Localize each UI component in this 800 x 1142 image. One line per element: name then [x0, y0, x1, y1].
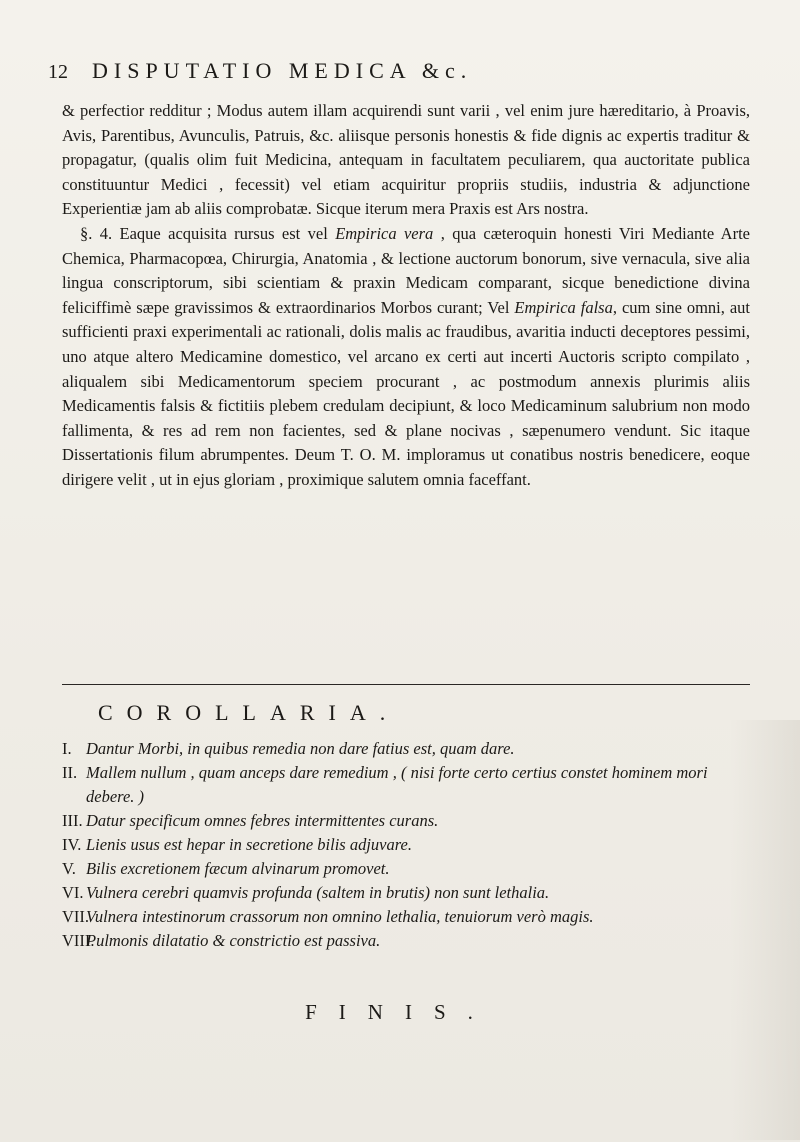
corollary-item	[62, 929, 752, 953]
corollary-item	[62, 737, 752, 761]
corollaria-list	[62, 737, 752, 953]
paragraph-section-4	[62, 222, 750, 493]
corollaria-heading: COROLLARIA.	[98, 700, 400, 725]
body-text	[62, 99, 750, 493]
empirica-falsa-term: Empirica falsa	[514, 297, 613, 317]
page-header	[48, 58, 748, 84]
corollary-number: IV.	[62, 835, 82, 854]
corollary-text: Vulnera intestinorum crassorum non omnino lethalia, tenuiorum verò magis.	[86, 907, 594, 926]
corollary-number: VIII.	[62, 931, 95, 950]
corollary-text: Vulnera cerebri quamvis profunda (saltem in brutis) non sunt lethalia.	[86, 883, 550, 902]
corollary-item	[62, 761, 752, 809]
corollary-number: III.	[62, 811, 83, 830]
paragraph-continuation: & perfectior redditur ; Modus autem illam acquirendi sunt varii , vel enim jure hæreditario, à Proavis, Avis, Parentibus, Avunculis, Patruis, &c. aliisque personis honestis & fide dignis ac expertis traditur & propagatur, (qualis olim fuit Medicina, antequam in facultatem peculiarem, qua auctoritate publica constituuntur Medici , fecessit) vel etiam acquiritur propriis studiis, industria & adjunctione Experientiæ jam ab aliis comprobatæ. Sicque iterum mera Praxis est Ars nostra.	[62, 101, 750, 219]
corollary-number: II.	[62, 763, 78, 782]
corollary-item	[62, 833, 752, 857]
page-number: 12	[48, 61, 68, 83]
corollary-text: Mallem nullum , quam anceps dare remedium , ( nisi forte certo certius constet hominem mori debere. )	[86, 763, 708, 806]
corollary-item	[62, 857, 752, 881]
corollary-text: Lienis usus est hepar in secretione bilis adjuvare.	[86, 835, 412, 854]
running-title: DISPUTATIO MEDICA &c.	[92, 58, 473, 83]
corollary-item	[62, 809, 752, 833]
corollary-item	[62, 881, 752, 905]
finis-text: FINIS.	[305, 1000, 495, 1024]
corollary-text: Bilis excretionem fæcum alvinarum promovet.	[86, 859, 390, 878]
section-4-text-start: §. 4. Eaque acquisita rursus est vel	[80, 223, 336, 243]
corollary-number: I.	[62, 739, 72, 758]
section-4-text-middle: , qua cæteroquin honesti Viri Mediante Arte Chemica, Pharmacopœa, Chirurgia, Anatomia , & lectione auctorum bonorum, sive vernacula, sive alia lingua conscriptorum, sibi scientiam & praxin Medicam comparant, sicque benedictione divina feliciffimè sæpe gravissimos & extraordinarios Morbos curant; Vel	[62, 223, 750, 317]
corollary-item	[62, 905, 752, 929]
corollary-number: V.	[62, 859, 76, 878]
corollary-text: Dantur Morbi, in quibus remedia non dare fatius est, quam dare.	[86, 739, 515, 758]
corollary-number: VI.	[62, 883, 84, 902]
section-divider	[62, 684, 750, 685]
corollary-text: Pulmonis dilatatio & constrictio est passiva.	[86, 931, 381, 950]
empirica-vera-term: Empirica vera	[335, 223, 434, 243]
section-4-text-end: , cum sine omni, aut sufficienti praxi experimentali ac rationali, dolis malis ac fraudibus, avaritia inducti deceptores pessimi, uno atque altero Medicamine domestico, vel arcano ex certi aut incerti Auctoris scripto compilato , aliqualem sibi Medicamentorum speciem procurant , ac postmodum annexis plurimis aliis Medicamentis falsis & fictitiis plebem credulam decipiunt, & loco Medicaminum salubrium non modo fallimenta, & res ad rem non facientes, sed & plane nocivas , sæpenumero vendunt. Sic itaque Dissertationis filum abrumpentes. Deum T. O. M. imploramus ut conatibus nostris benedicere, eoque dirigere velit , ut in ejus gloriam , proximique salutem omnia faceffant.	[62, 297, 751, 489]
corollary-number: VII.	[62, 907, 90, 926]
corollary-text: Datur specificum omnes febres intermittentes curans.	[86, 811, 439, 830]
